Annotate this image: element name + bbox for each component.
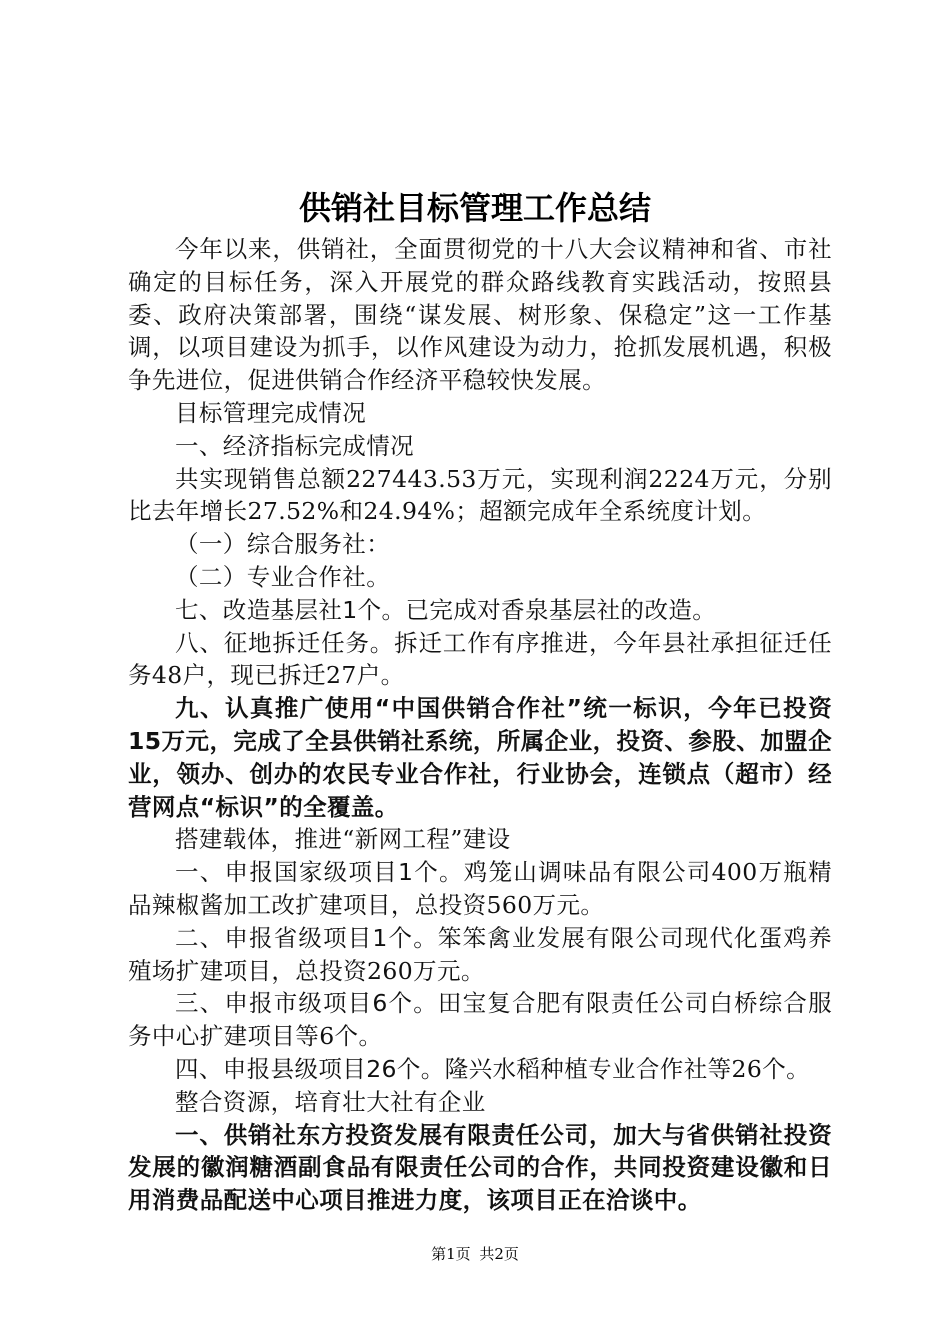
paragraph — [128, 627, 832, 693]
item-text: 已完成对香泉基层社的改造。 — [405, 595, 717, 624]
paragraph-bold: 九、认真推广使用“中国供销合作社”统一标识，今年已投资15万元，完成了全县供销社系统，所属企业，投资、参股、加盟企业，领办、创办的农民专业合作社，行业协会，连锁点（超市）经营网点“标识”的全覆盖。 — [128, 694, 832, 821]
item-heading: 三、申报市级项目6个。 — [175, 989, 438, 1018]
section-heading: 整合资源，培育壮大社有企业 — [175, 1087, 486, 1116]
paragraph: 共实现销售总额227443.53万元，实现利润2224万元，分别比去年增长27.52%和24.94%；超额完成年全系统度计划。 — [128, 464, 832, 526]
page-footer — [0, 1243, 950, 1264]
subsection-heading: （一）综合服务社： — [175, 530, 391, 559]
subsection-heading: 一、经济指标完成情况 — [175, 431, 414, 460]
item-heading: 八、征地拆迁任务。 — [175, 628, 395, 657]
item-heading: 七、改造基层社1个。 — [175, 595, 406, 624]
item-heading: 二、申报省级项目1个。 — [175, 923, 438, 952]
paragraph-bold: 一、供销社东方投资发展有限责任公司，加大与省供销社投资发展的徽润糖酒副食品有限责任公司的合作，共同投资建设徽和日用消费品配送中心项目推进力度，该项目正在洽谈中。 — [128, 1120, 832, 1215]
document-body — [128, 233, 832, 1217]
paragraph — [128, 922, 832, 988]
item-text: 田宝复合肥有限责任公司白桥综合服务中心扩建项目等6个。 — [128, 989, 832, 1051]
paragraph — [128, 1053, 832, 1086]
page-number: 第1页 — [431, 1245, 471, 1263]
page-total: 共2页 — [479, 1245, 519, 1263]
item-text: 隆兴水稻种植专业合作社等26个。 — [444, 1054, 811, 1083]
item-text: 鸡笼山调味品有限公司400万瓶精品辣椒酱加工改扩建项目，总投资560万元。 — [128, 858, 832, 919]
item-text: 拆迁工作有序推进，今年县社承担征迁任务48户，现已拆迁27户。 — [128, 628, 832, 690]
intro-paragraph: 今年以来，供销社，全面贯彻党的十八大会议精神和省、市社确定的目标任务，深入开展党的群众路线教育实践活动，按照县委、政府决策部署，围绕“谋发展、树形象、保稳定”这一工作基调，以项目建设为抓手，以作风建设为动力，抢抓发展机遇，积极争先进位，促进供销合作经济平稳较快发展。 — [128, 235, 832, 395]
section-heading: 目标管理完成情况 — [175, 398, 367, 427]
subsection-heading: （二）专业合作社。 — [175, 562, 391, 591]
document-title: 供销社目标管理工作总结 — [298, 189, 651, 227]
paragraph — [128, 594, 832, 627]
item-heading: 一、申报国家级项目1个。 — [175, 858, 464, 887]
item-heading: 四、申报县级项目26个。 — [175, 1054, 445, 1083]
paragraph — [128, 987, 832, 1053]
item-text: 笨笨禽业发展有限公司现代化蛋鸡养殖场扩建项目，总投资260万元。 — [128, 923, 832, 985]
section-heading: 搭建载体，推进“新网工程”建设 — [175, 825, 511, 854]
paragraph — [128, 856, 832, 922]
